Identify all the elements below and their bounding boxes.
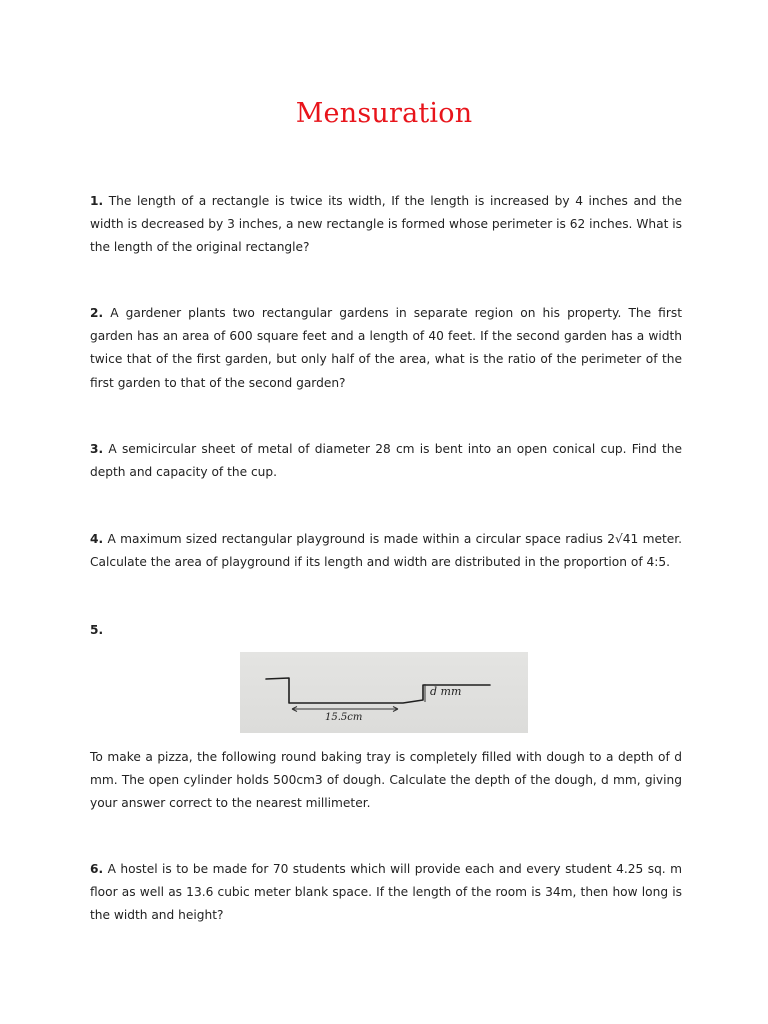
diameter-label: 15.5cm [325, 712, 363, 723]
question-6 [90, 858, 682, 928]
question-number: 1. [90, 194, 104, 208]
question-5-number [90, 619, 682, 642]
question-text: A gardener plants two rectangular gardens in separate region on his property. The first garden has an area of 600 square feet and a length of 40 feet. If the second garden has a width twice that of the first garden, but only half of the area, what is the ratio of the perimeter of the first garden to that of the second garden? [90, 306, 682, 390]
question-text: The length of a rectangle is twice its width, If the length is increased by 4 inches and the width is decreased by 3 inches, a new rectangle is formed whose perimeter is 62 inches. What is the length of the original rectangle? [90, 194, 682, 255]
question-1 [90, 190, 682, 260]
baking-tray-diagram [240, 652, 528, 733]
question-number: 5. [90, 623, 104, 637]
question-text: A maximum sized rectangular playground is made within a circular space radius 2√41 meter. Calculate the area of playground if its length and width are distributed in the proportion of 4:5. [90, 532, 683, 570]
baking-tray-sketch [240, 652, 528, 733]
question-number: 2. [90, 306, 104, 320]
question-text: A hostel is to be made for 70 students which will provide each and every student 4.25 sq. m floor as well as 13.6 cubic meter blank space. If the length of the room is 34m, then how long is the width and height? [90, 862, 683, 923]
question-number: 4. [90, 532, 104, 546]
question-number: 3. [90, 442, 104, 456]
question-2 [90, 302, 682, 395]
question-number: 6. [90, 862, 104, 876]
question-4 [90, 528, 682, 574]
question-text: A semicircular sheet of metal of diameter 28 cm is bent into an open conical cup. Find the depth and capacity of the cup. [90, 442, 682, 480]
question-3 [90, 438, 682, 484]
depth-label: d mm [430, 685, 462, 698]
page-title: Mensuration [295, 98, 473, 129]
question-text: To make a pizza, the following round baking tray is completely filled with dough to a depth of d mm. The open cylinder holds 500cm3 of dough. Calculate the depth of the dough, d mm, giving your answer correct to the nearest millimeter. [90, 750, 682, 811]
question-5 [90, 746, 682, 816]
